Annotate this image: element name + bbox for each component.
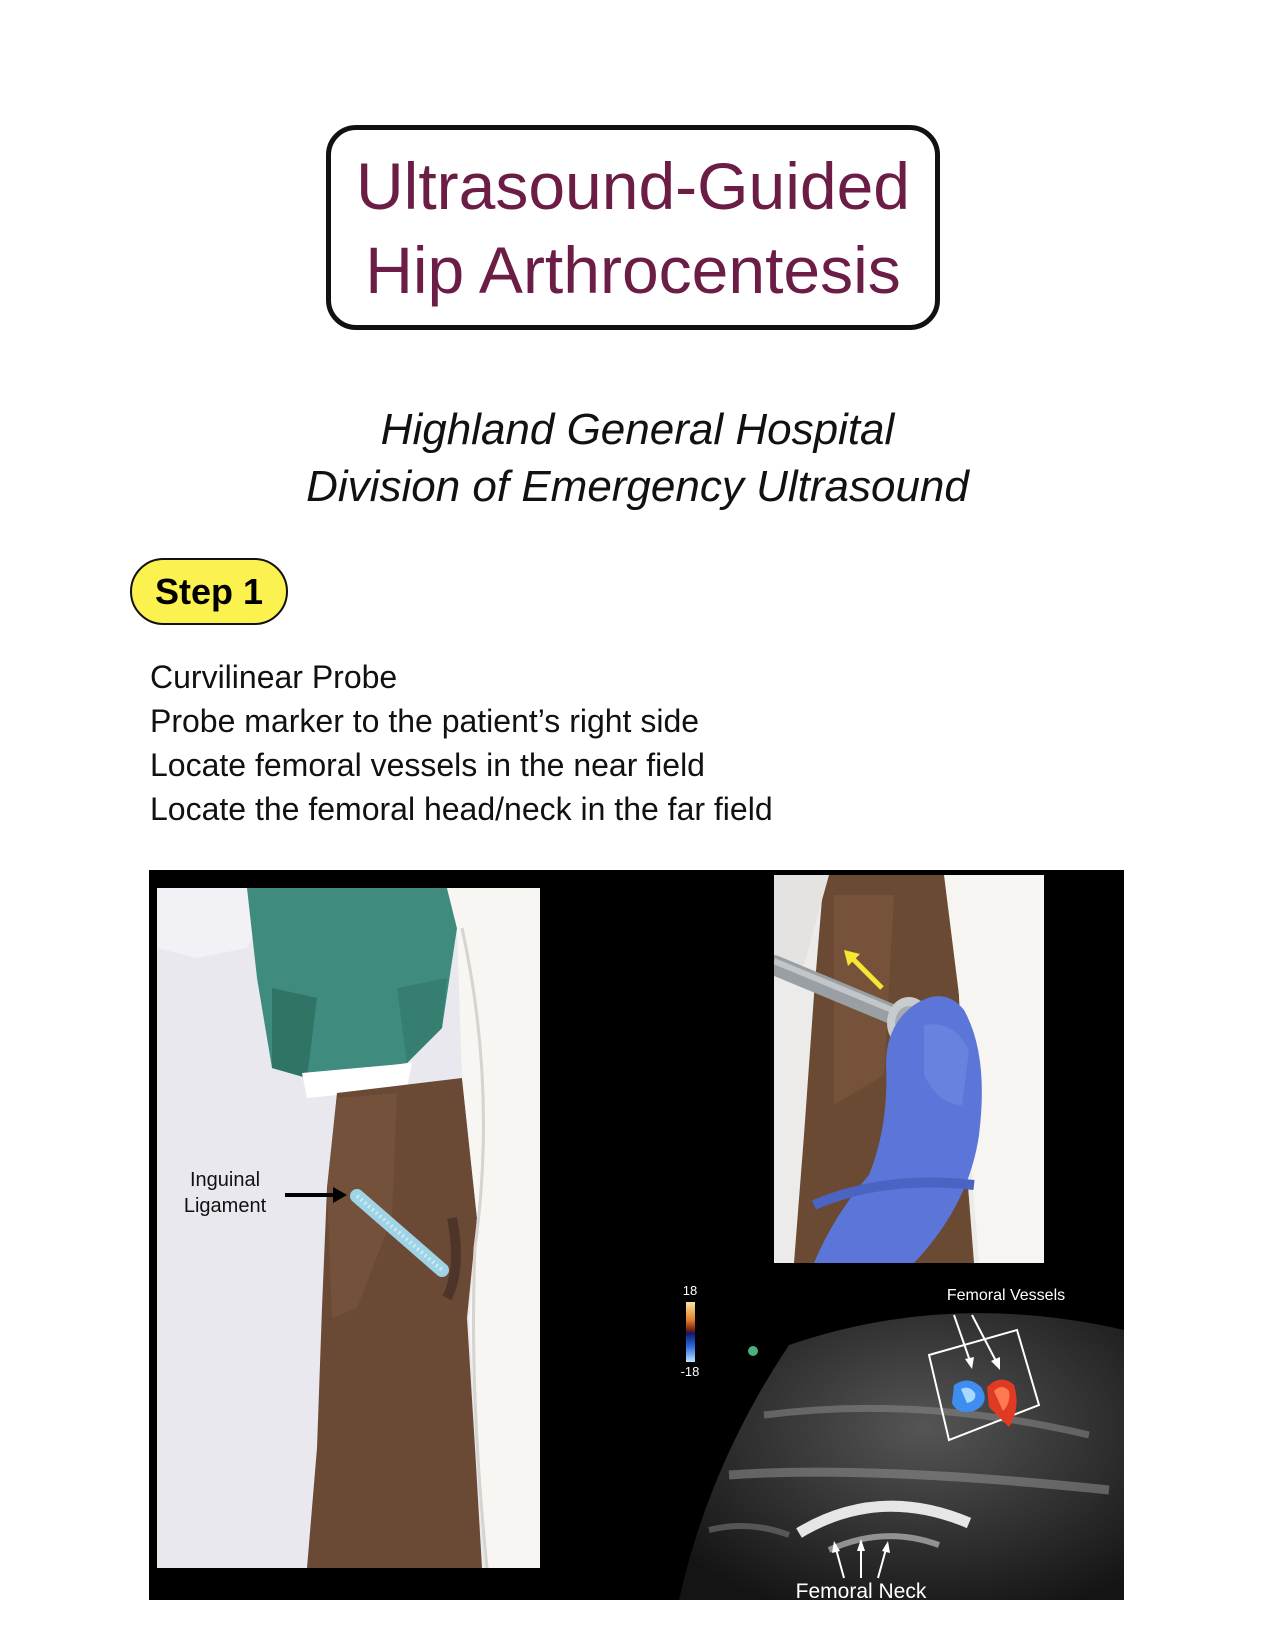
femoral-neck-label: Femoral Neck xyxy=(795,1580,927,1600)
leg-photo-illustration xyxy=(157,888,540,1568)
instruction-list xyxy=(150,655,773,831)
ultrasound-illustration xyxy=(669,1275,1124,1600)
instruction-item: Probe marker to the patient’s right side xyxy=(150,703,700,739)
probe-photo-illustration xyxy=(774,875,1044,1263)
title-line-1: Ultrasound-Guided xyxy=(356,148,910,223)
leg-photo xyxy=(157,888,540,1568)
ultrasound-image xyxy=(669,1275,1124,1600)
instruction-item: Locate femoral vessels in the near field xyxy=(150,747,705,783)
scale-min: -18 xyxy=(680,1364,700,1379)
hospital-name: Highland General Hospital xyxy=(380,405,895,454)
step-badge: Step 1 xyxy=(130,558,288,625)
title-box xyxy=(326,125,940,330)
division-name: Division of Emergency Ultrasound xyxy=(306,462,969,511)
probe-photo xyxy=(774,875,1044,1263)
instruction-item: Curvilinear Probe xyxy=(150,659,398,695)
doppler-scale-bar xyxy=(686,1302,695,1362)
figure-panel xyxy=(149,870,1124,1600)
title-line-2: Hip Arthrocentesis xyxy=(365,232,901,307)
femoral-vessels-label: Femoral Vessels xyxy=(946,1287,1066,1304)
scale-max: 18 xyxy=(682,1283,698,1298)
inguinal-label-line1: Inguinal xyxy=(189,1169,261,1191)
instruction-item: Locate the femoral head/neck in the far field xyxy=(150,791,773,827)
inguinal-label-line2: Ligament xyxy=(183,1195,267,1217)
